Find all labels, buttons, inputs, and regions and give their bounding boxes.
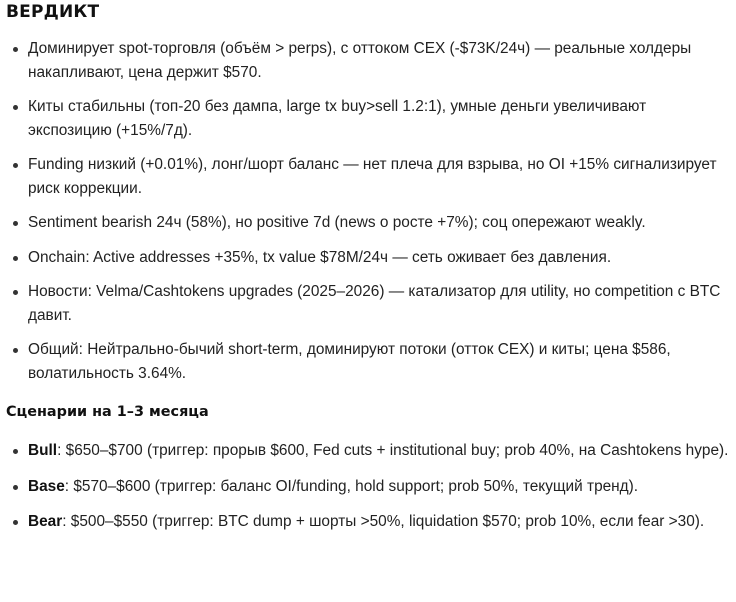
bullet-icon xyxy=(13,256,18,261)
list-item xyxy=(6,246,732,270)
list-item xyxy=(6,95,732,142)
verdict-document xyxy=(6,0,732,534)
bullet-icon xyxy=(13,163,18,168)
verdict-heading: ВЕРДИКТ xyxy=(6,2,100,22)
scenario-text: : $650–$700 (триггер: прорыв $600, Fed cuts + institutional buy; prob 40%, на Cashtokens hype). xyxy=(57,442,729,459)
list-item xyxy=(6,338,732,385)
list-item xyxy=(6,37,732,84)
list-item xyxy=(6,280,732,327)
scenario-item-base xyxy=(6,475,732,499)
list-item-text: Киты стабильны (топ-20 без дампа, large tx buy>sell 1.2:1), умные деньги увеличивают экспозицию (+15%/7д). xyxy=(28,98,647,139)
list-item xyxy=(6,153,732,200)
list-item-text: Sentiment bearish 24ч (58%), но positive 7d (news о росте +7%); соц опережают weakly. xyxy=(28,214,646,231)
list-item xyxy=(6,211,732,235)
bullet-icon xyxy=(13,105,18,110)
bullet-icon xyxy=(13,290,18,295)
bullet-icon xyxy=(13,449,18,454)
bullet-icon xyxy=(13,348,18,353)
scenarios-list xyxy=(6,439,732,534)
list-item-text: Onchain: Active addresses +35%, tx value $78M/24ч — сеть оживает без давления. xyxy=(28,248,612,266)
scenario-label: Bear xyxy=(28,513,63,530)
bullet-icon xyxy=(13,47,18,52)
bullet-icon xyxy=(13,485,18,490)
bullet-icon xyxy=(13,221,18,226)
scenario-item-bear xyxy=(6,510,732,534)
list-item-text: Общий: Нейтрально-бычий short-term, доминируют потоки (отток CEX) и киты; цена $586, волатильность 3.64%. xyxy=(28,341,671,382)
list-item-text: Доминирует spot-торговля (объём > perps), с оттоком CEX (-$73K/24ч) — реальные холдеры накапливают, цена держит $570. xyxy=(28,40,692,81)
scenario-text: : $570–$600 (триггер: баланс OI/funding, hold support; prob 50%, текущий тренд). xyxy=(64,477,639,495)
scenario-label: Base xyxy=(28,477,65,495)
list-item-text: Funding низкий (+0.01%), лонг/шорт баланс — нет плеча для взрыва, но OI +15% сигнализирует риск коррекции. xyxy=(28,156,717,197)
verdict-list xyxy=(6,37,732,385)
scenarios-heading: Сценарии на 1–3 месяца xyxy=(6,404,209,420)
list-item-text: Новости: Velma/Cashtokens upgrades (2025–2026) — катализатор для utility, но competition с BTC давит. xyxy=(28,283,721,324)
bullet-icon xyxy=(13,520,18,525)
scenario-text: : $500–$550 (триггер: BTC dump + шорты >50%, liquidation $570; prob 10%, если fear >30). xyxy=(62,513,705,530)
scenario-label: Bull xyxy=(28,442,58,459)
scenario-item-bull xyxy=(6,439,732,463)
